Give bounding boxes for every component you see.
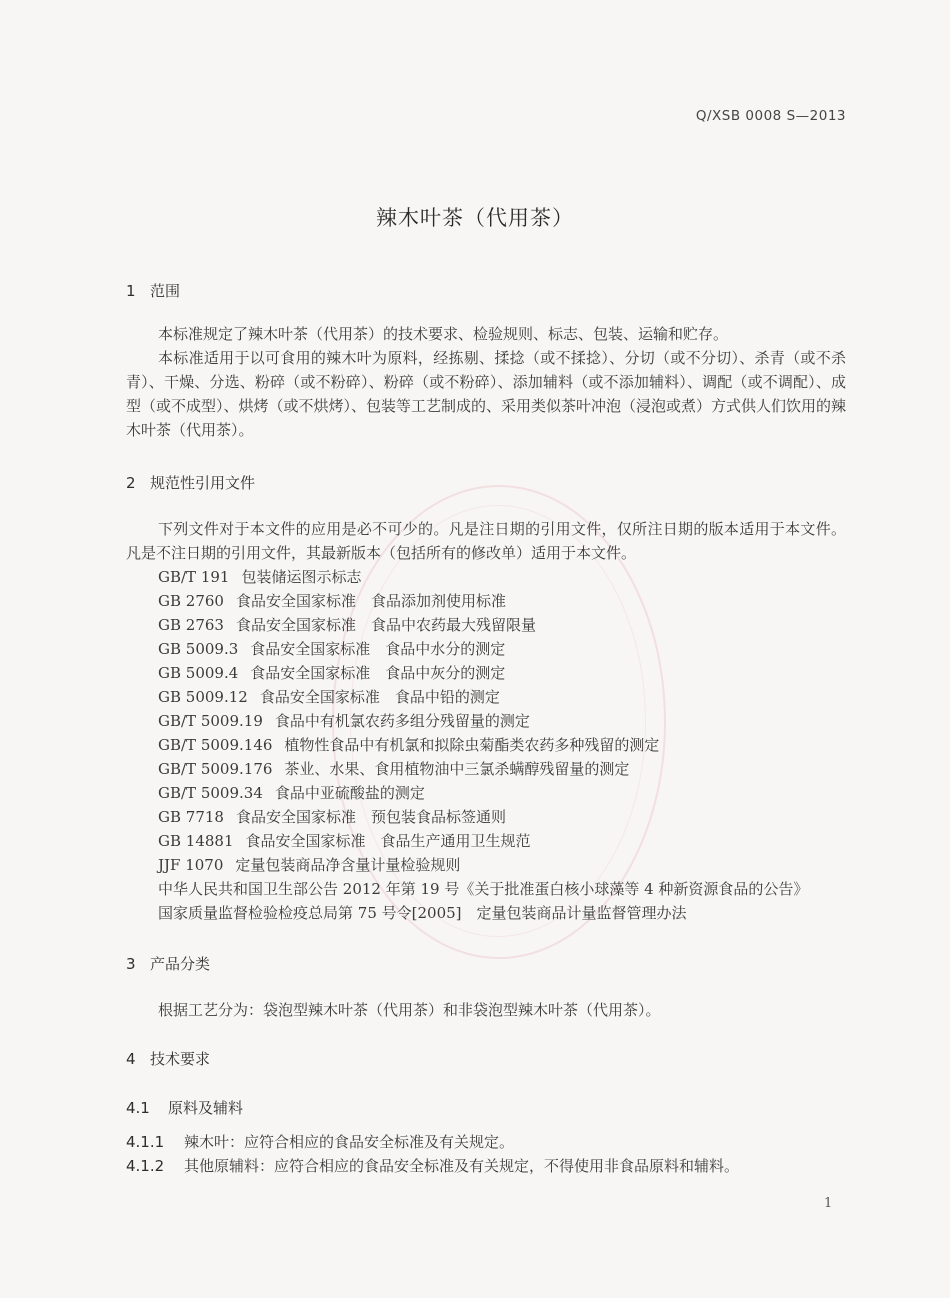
reference-item: 国家质量监督检验检疫总局第 75 号令[2005] 定量包装商品计量监督管理办法 (158, 904, 687, 922)
reference-item: GB 5009.12 食品安全国家标准 食品中铅的测定 (158, 688, 500, 706)
section-3-heading: 3 产品分类 (126, 955, 211, 973)
reference-item: GB/T 5009.19 食品中有机氯农药多组分残留量的测定 (158, 712, 530, 730)
reference-item: GB/T 5009.176 茶业、水果、食用植物油中三氯杀螨醇残留量的测定 (158, 760, 630, 778)
section-4-heading: 4 技术要求 (126, 1050, 211, 1068)
section-2-intro: 下列文件对于本文件的应用是必不可少的。凡是注日期的引用文件，仅所注日期的版本适用于本文件。凡是不注日期的引用文件，其最新版本（包括所有的修改单）适用于本文件。 (126, 520, 846, 562)
reference-item: GB 2763 食品安全国家标准 食品中农药最大残留限量 (158, 616, 536, 634)
reference-item: GB 14881 食品安全国家标准 食品生产通用卫生规范 (158, 832, 531, 850)
section-1-para-1: 本标准规定了辣木叶茶（代用茶）的技术要求、检验规则、标志、包装、运输和贮存。 (158, 325, 729, 343)
section-1-heading: 1 范围 (126, 282, 181, 300)
section-1-para-2: 本标准适用于以可食用的辣木叶为原料，经拣剔、揉捻（或不揉捻）、分切（或不分切）、杀青（或不杀青）、干燥、分选、粉碎（或不粉碎）、粉碎（或不粉碎）、添加辅料（或不添加辅料）、调配（或不调配）、成型（或不成型）、烘烤（或不烘烤）、包装等工艺制成的、采用类似茶叶冲泡（浸泡或煮）方式供人们饮用的辣木叶茶（代用茶）。 (126, 349, 847, 439)
reference-item: GB 5009.4 食品安全国家标准 食品中灰分的测定 (158, 664, 506, 682)
reference-item: JJF 1070 定量包装商品净含量计量检验规则 (158, 856, 461, 874)
clause-4-1-1: 4.1.1 辣木叶：应符合相应的食品安全标准及有关规定。 (126, 1133, 515, 1151)
section-3-para: 根据工艺分为：袋泡型辣木叶茶（代用茶）和非袋泡型辣木叶茶（代用茶）。 (158, 1001, 661, 1019)
reference-item: 中华人民共和国卫生部公告 2012 年第 19 号《关于批准蛋白核小球藻等 4 种新资源食品的公告》 (158, 880, 809, 898)
section-2-heading: 2 规范性引用文件 (126, 474, 256, 492)
page-number: 1 (824, 1196, 833, 1211)
reference-item: GB 5009.3 食品安全国家标准 食品中水分的测定 (158, 640, 506, 658)
reference-item: GB 2760 食品安全国家标准 食品添加剂使用标准 (158, 592, 506, 610)
reference-item: GB/T 5009.146 植物性食品中有机氯和拟除虫菊酯类农药多种残留的测定 (158, 736, 660, 754)
subsection-4-1-heading: 4.1 原料及辅料 (126, 1099, 244, 1117)
reference-item: GB 7718 食品安全国家标准 预包装食品标签通则 (158, 808, 506, 826)
reference-item: GB/T 191 包装储运图示标志 (158, 568, 362, 586)
page-title: 辣木叶茶（代用茶） (376, 206, 574, 230)
clause-4-1-2: 4.1.2 其他原辅料：应符合相应的食品安全标准及有关规定，不得使用非食品原料和辅料。 (126, 1157, 740, 1175)
document-id: Q/XSB 0008 S—2013 (695, 108, 846, 124)
reference-list (158, 565, 808, 925)
reference-item: GB/T 5009.34 食品中亚硫酸盐的测定 (158, 784, 425, 802)
